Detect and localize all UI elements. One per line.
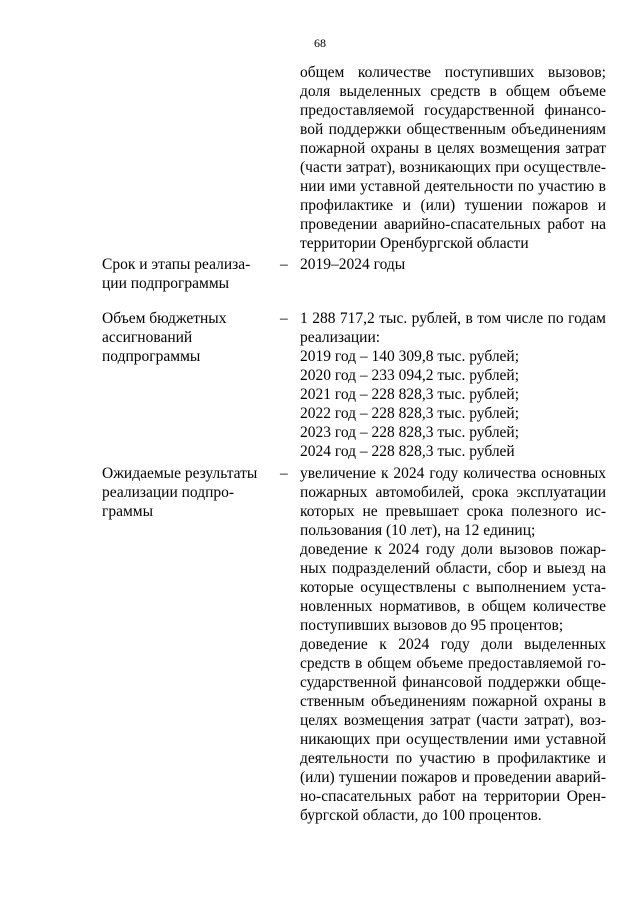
row-value-line: но-спасательных работ на территории Орен- [300, 788, 606, 805]
row-value-line: увеличение к 2024 году количества основных [300, 465, 606, 482]
row-value-line: 2023 год – 228 828,3 тыс. рублей; [300, 424, 520, 441]
row-value-line: сударственной финансовой поддержки обще- [300, 674, 606, 691]
top-block-line: (части затрат), возникающих при осуществле- [300, 159, 606, 176]
row-value-line: средств в общем объеме предоставляемой го- [300, 655, 606, 672]
row-dash: – [280, 256, 288, 273]
row-value-line: 2021 год – 228 828,3 тыс. рублей; [300, 386, 520, 403]
row-value-line: новленных нормативов, в общем количестве [300, 598, 606, 615]
top-block-line: проведении аварийно-спасательных работ на [300, 216, 606, 233]
row-value-line: доведение к 2024 году доли выделенных [300, 636, 606, 653]
top-block-line: вой поддержки общественным объединениям [300, 121, 606, 138]
top-block-line: предоставляемой государственной финансо- [300, 102, 606, 119]
row-value-line: деятельности по участию в профилактике и [300, 750, 606, 767]
row-value-line: 1 288 717,2 тыс. рублей, в том числе по годам [300, 310, 606, 327]
row-label-line: Ожидаемые результаты [102, 465, 258, 482]
row-value-line: 2020 год – 233 094,2 тыс. рублей; [300, 367, 520, 384]
row-value-line: пользования (10 лет), на 12 единиц; [300, 522, 536, 539]
row-dash: – [280, 465, 288, 482]
row-label-line: граммы [102, 503, 154, 520]
row-value-line: 2019–2024 годы [300, 256, 406, 273]
top-block-line: общем количестве поступивших вызовов; [300, 64, 606, 81]
row-dash: – [280, 310, 288, 327]
row-label-line: ассигнований [102, 329, 193, 346]
row-value-line: пожарных автомобилей, срока эксплуатации [300, 484, 606, 501]
row-value-line: поступивших вызовов до 95 процентов; [300, 617, 564, 634]
row-value-line: 2019 год – 140 309,8 тыс. рублей; [300, 348, 520, 365]
row-value-line: никающих при осуществлении ими уставной [300, 731, 606, 748]
row-value-line: 2022 год – 228 828,3 тыс. рублей; [300, 405, 520, 422]
row-value-line: доведение к 2024 году доли вызовов пожар- [300, 541, 606, 558]
row-value-line: ных подразделений области, сбор и выезд на [300, 560, 606, 577]
row-label-line: Срок и этапы реализа- [102, 256, 251, 273]
page-number: 68 [314, 36, 326, 50]
top-block-line: пожарной охраны в целях возмещения затрат [300, 140, 606, 157]
row-label-line: подпрограммы [102, 348, 201, 365]
top-block-line: нии ими уставной деятельности по участию в [300, 178, 606, 195]
row-value-line: целях возмещения затрат (части затрат), воз- [300, 712, 606, 729]
row-value-line: бургской области, до 100 процентов. [300, 807, 542, 824]
row-value-line: 2024 год – 228 828,3 тыс. рублей [300, 443, 515, 460]
top-block-line: территории Оренбургской области [300, 235, 529, 252]
row-value-line: ственным объединениям пожарной охраны в [300, 693, 606, 710]
row-label-line: ции подпрограммы [102, 275, 230, 292]
top-block-line: доля выделенных средств в общем объеме [300, 83, 606, 100]
row-label-line: Объем бюджетных [102, 310, 227, 327]
row-value-line: которые осуществлены с выполнением уста- [300, 579, 606, 596]
top-block-line: профилактике и (или) тушении пожаров и [300, 197, 606, 214]
row-value-line: (или) тушении пожаров и проведении аварий- [300, 769, 606, 786]
row-label-line: реализации подпро- [102, 484, 235, 501]
row-value-line: которых не превышает срока полезного ис- [300, 503, 606, 520]
row-value-line: реализации: [300, 329, 381, 346]
